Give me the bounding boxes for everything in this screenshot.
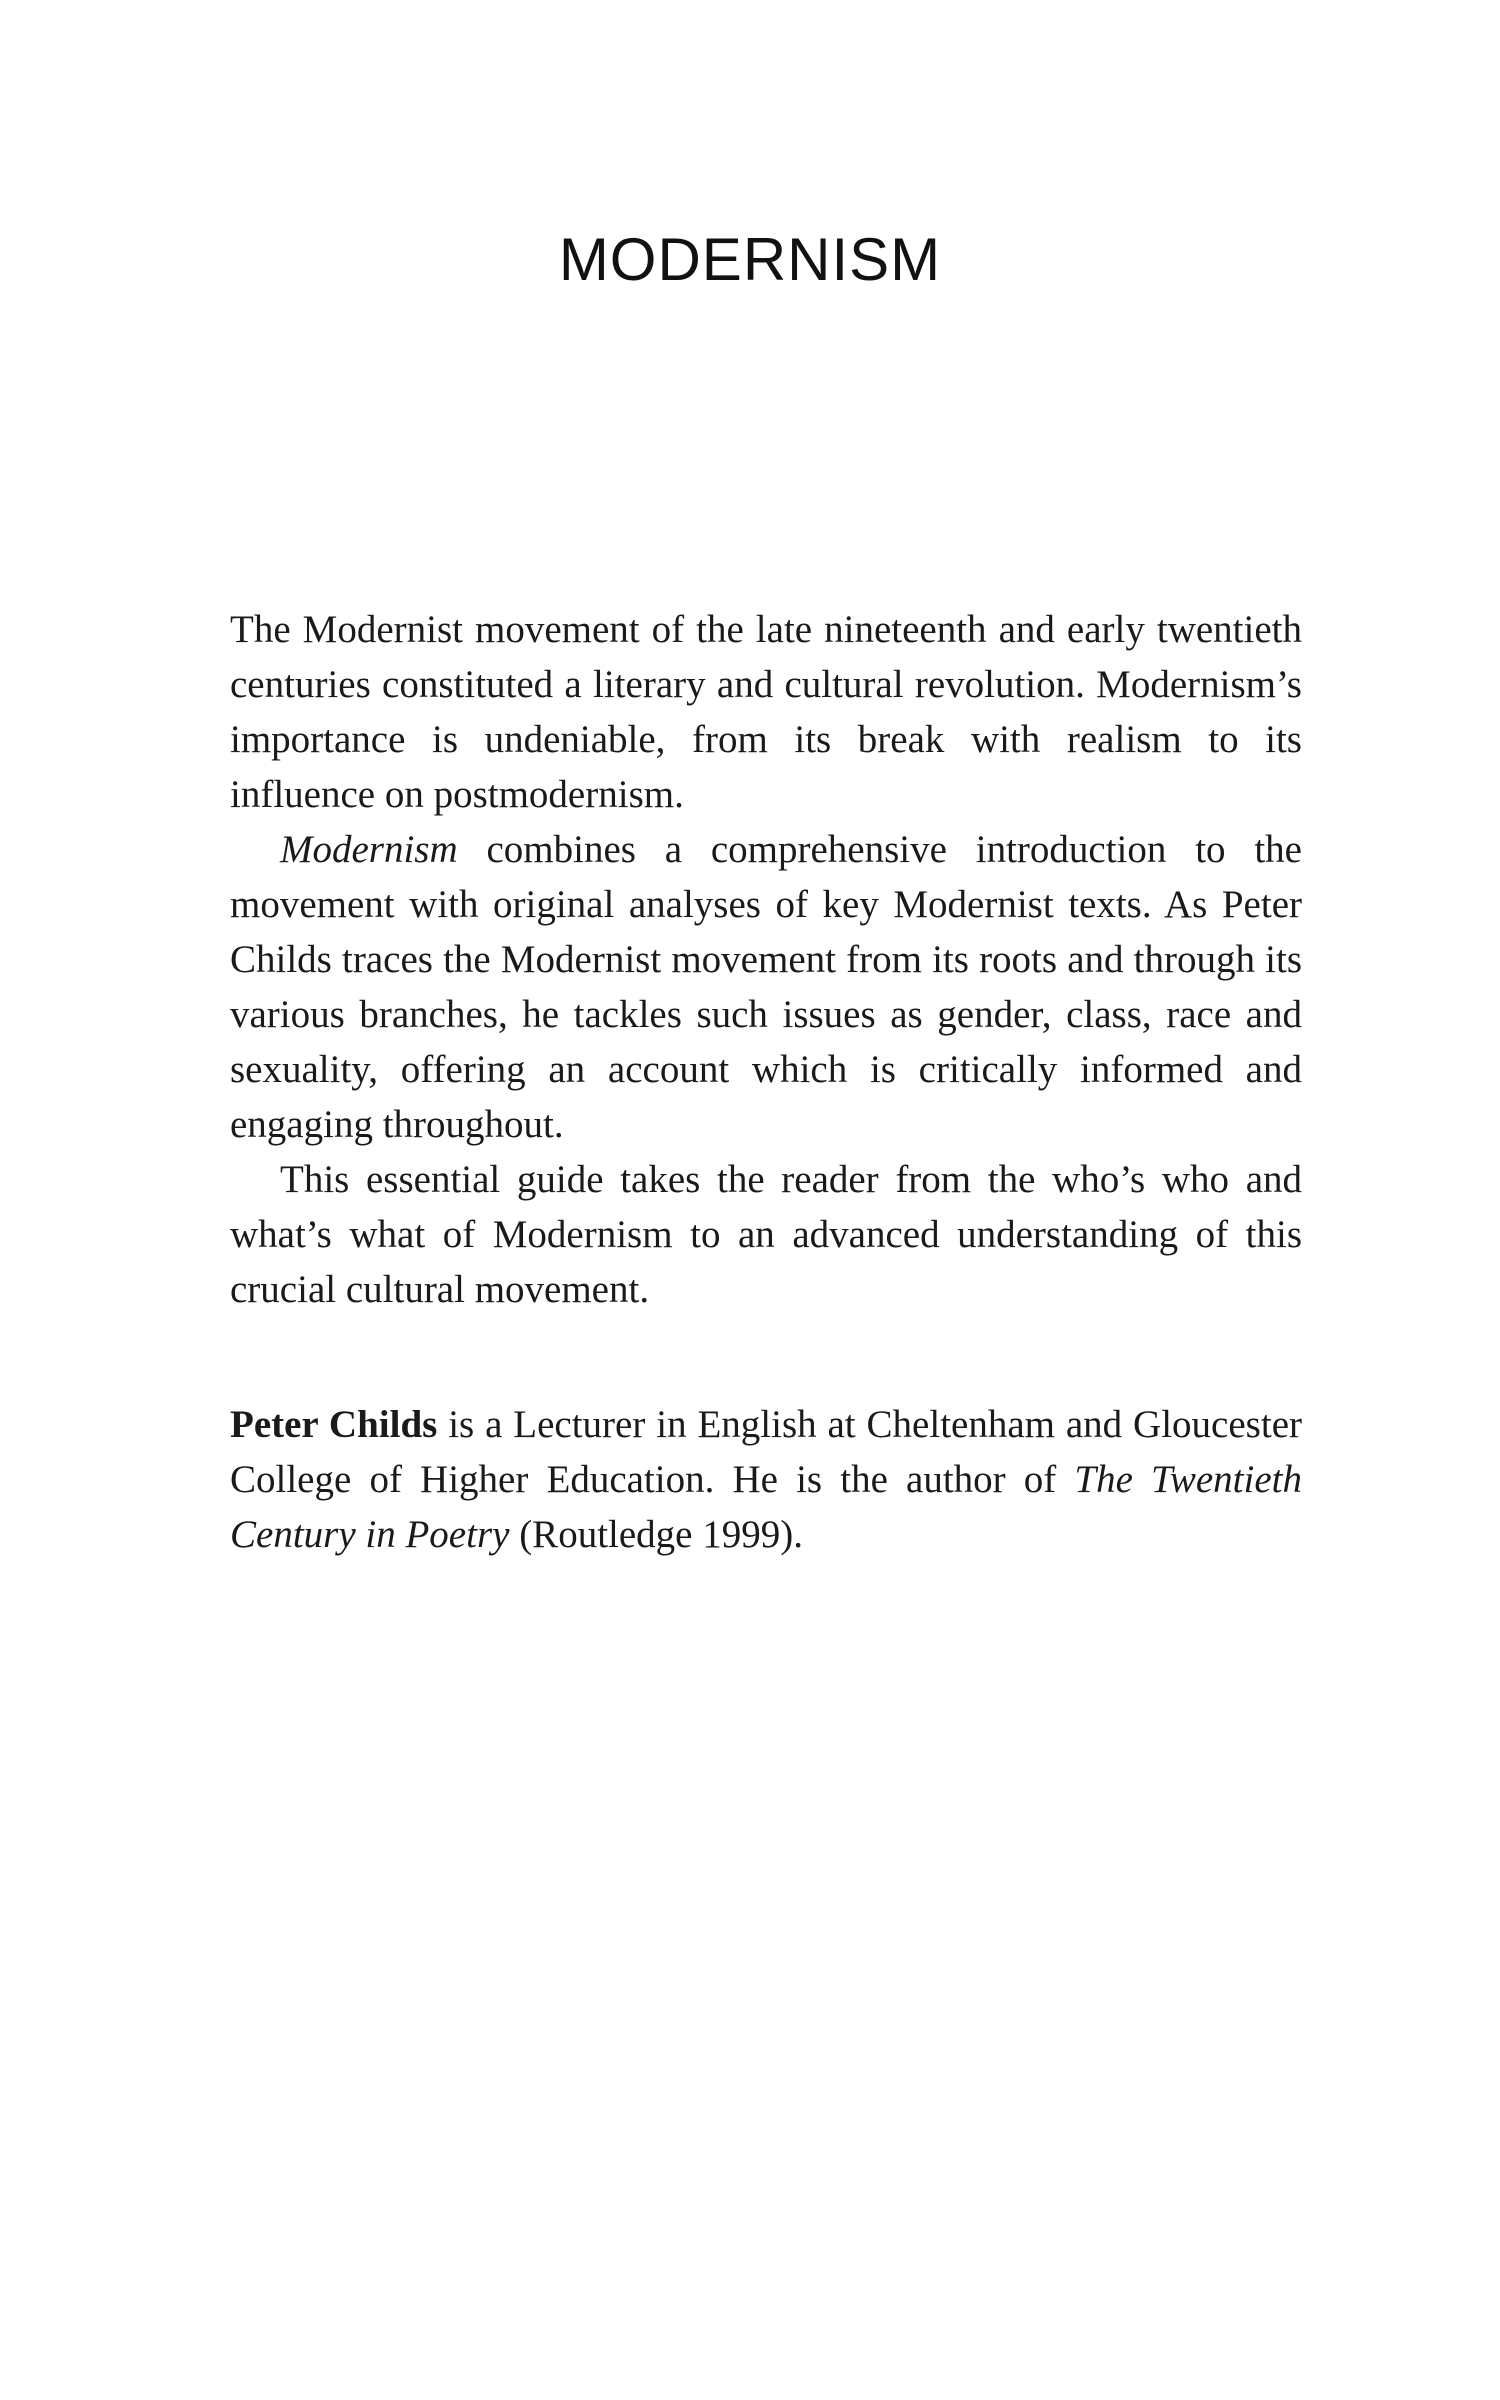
- author-bio-paragraph: [230, 1397, 1302, 1562]
- author-bio-text-1: is a Lecturer in English at Cheltenham and Gloucester College of Higher Education. He is the author of: [230, 1403, 1302, 1501]
- book-title-italic: Modernism: [280, 828, 458, 871]
- blurb-section: [230, 602, 1302, 1317]
- page-title: MODERNISM: [558, 226, 942, 293]
- author-name: Peter Childs: [230, 1403, 438, 1446]
- author-bio-section: [230, 1397, 1302, 1562]
- author-book-title: The Twentieth Century in Poetry: [230, 1458, 1302, 1556]
- blurb-paragraph-1: The Modernist movement of the late nineteenth and early twentieth centuries constituted a literary and cultural revolution. Modernism’s importance is undeniable, from its break with realism to its influence on postmodernism.: [230, 608, 1302, 816]
- blurb-paragraph-3: This essential guide takes the reader from the who’s who and what’s what of Modernism to an advanced understanding of this crucial cultural movement.: [230, 1158, 1302, 1311]
- author-bio-text-2: (Routledge 1999).: [509, 1513, 803, 1556]
- blurb-paragraph-2: [230, 822, 1302, 1152]
- blurb-paragraph-2-text: combines a comprehensive introduction to the movement with original analyses of key Modernist texts. As Peter Childs traces the Modernist movement from its roots and through its various branches, he tackles such issues as gender, class, race and sexuality, offering an account which is critically informed and engaging throughout.: [230, 828, 1302, 1146]
